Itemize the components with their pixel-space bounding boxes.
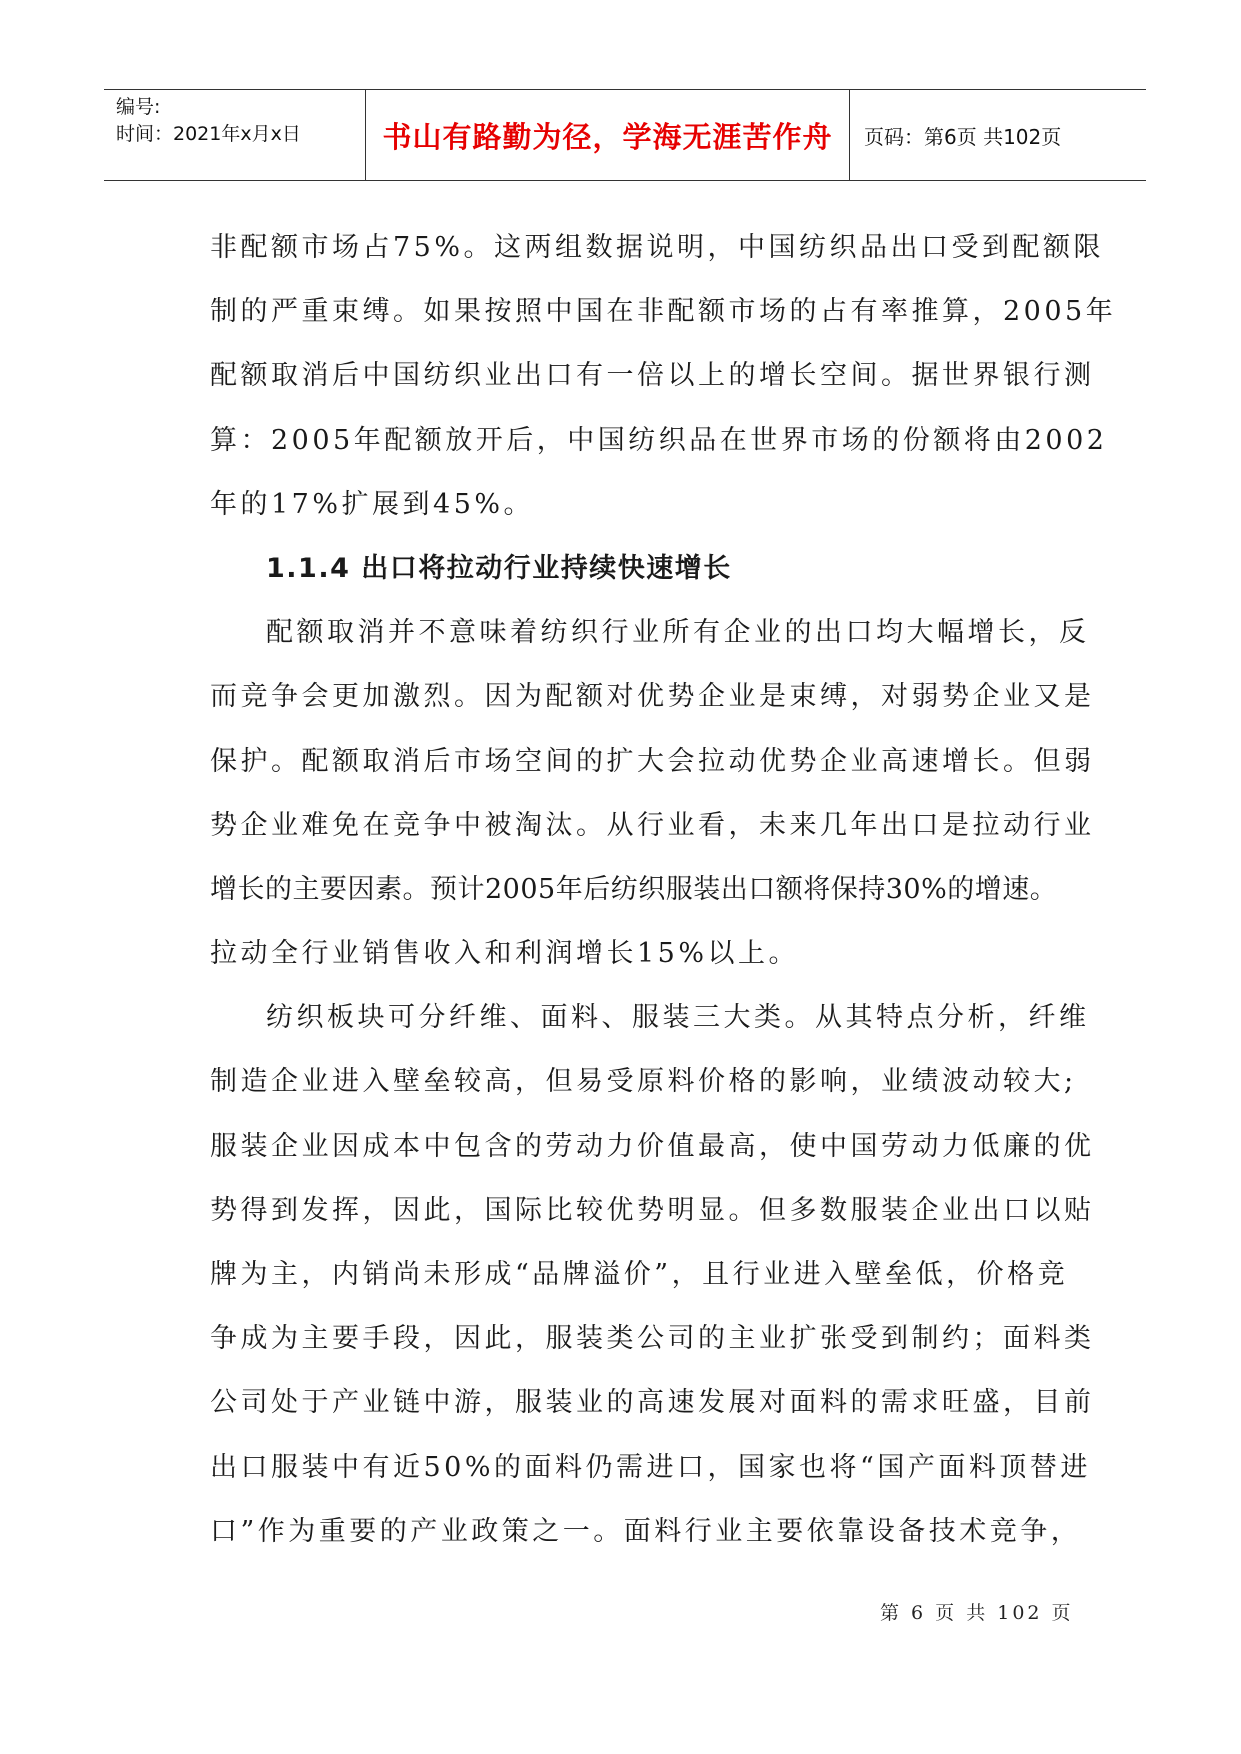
paragraph-3 — [210, 986, 1095, 1564]
header-motto: 书山有路勤为径，学海无涯苦作舟 — [366, 90, 850, 180]
paragraph-2 — [210, 601, 1095, 986]
text-line: 口”作为重要的产业政策之一。面料行业主要依靠设备技术竞争， — [210, 1515, 1082, 1547]
header-meta — [104, 90, 366, 180]
text-line: 增长的主要因素。预计2005年后纺织服装出口额将保持30%的增速。 — [210, 873, 1058, 905]
text-line: 配额取消后中国纺织业出口有一倍以上的增长空间。据世界银行测 — [210, 360, 1095, 392]
number-label: 编号: — [116, 96, 161, 118]
text-line: 势得到发挥，因此，国际比较优势明显。但多数服装企业出口以贴 — [210, 1194, 1095, 1226]
text-line: 算：2005年配额放开后，中国纺织品在世界市场的份额将由2002 — [210, 424, 1108, 456]
page-header — [104, 89, 1146, 181]
text-line: 保护。配额取消后市场空间的扩大会拉动优势企业高速增长。但弱 — [210, 745, 1095, 777]
section-heading: 1.1.4 出口将拉动行业持续快速增长 — [266, 552, 732, 584]
text-line: 争成为主要手段，因此，服装类公司的主业扩张受到制约；面料类 — [210, 1323, 1095, 1355]
text-line: 年的17%扩展到45%。 — [210, 488, 535, 520]
text-line: 服装企业因成本中包含的劳动力价值最高，使中国劳动力低廉的优 — [210, 1130, 1095, 1162]
text-line: 纺织板块可分纤维、面料、服装三大类。从其特点分析，纤维 — [266, 1002, 1090, 1034]
text-line: 出口服装中有近50%的面料仍需进口，国家也将“国产面料顶替进 — [210, 1451, 1091, 1483]
paragraph-1 — [210, 216, 1117, 537]
text-line: 制造企业进入壁垒较高，但易受原料价格的影响，业绩波动较大; — [210, 1066, 1077, 1098]
page-footer: 第 6 页 共 102 页 — [880, 1602, 1074, 1624]
header-page-code: 页码：第6页 共102页 — [864, 124, 1062, 149]
text-line: 拉动全行业销售收入和利润增长15%以上。 — [210, 938, 800, 970]
document-body — [210, 216, 1117, 1564]
text-line: 公司处于产业链中游，服装业的高速发展对面料的需求旺盛，目前 — [210, 1387, 1095, 1419]
text-line: 配额取消并不意味着纺织行业所有企业的出口均大幅增长，反 — [266, 617, 1090, 649]
text-line: 而竞争会更加激烈。因为配额对优势企业是束缚，对弱势企业又是 — [210, 681, 1095, 713]
time-label: 时间：2021年x月x日 — [116, 123, 301, 145]
text-line: 势企业难免在竞争中被淘汰。从行业看，未来几年出口是拉动行业 — [210, 809, 1095, 841]
text-line: 非配额市场占75%。这两组数据说明，中国纺织品出口受到配额限 — [210, 232, 1105, 263]
text-line: 制的严重束缚。如果按照中国在非配额市场的占有率推算，2005年 — [210, 296, 1117, 328]
text-line: 牌为主，内销尚未形成“品牌溢价”，且行业进入壁垒低，价格竞 — [210, 1259, 1069, 1290]
